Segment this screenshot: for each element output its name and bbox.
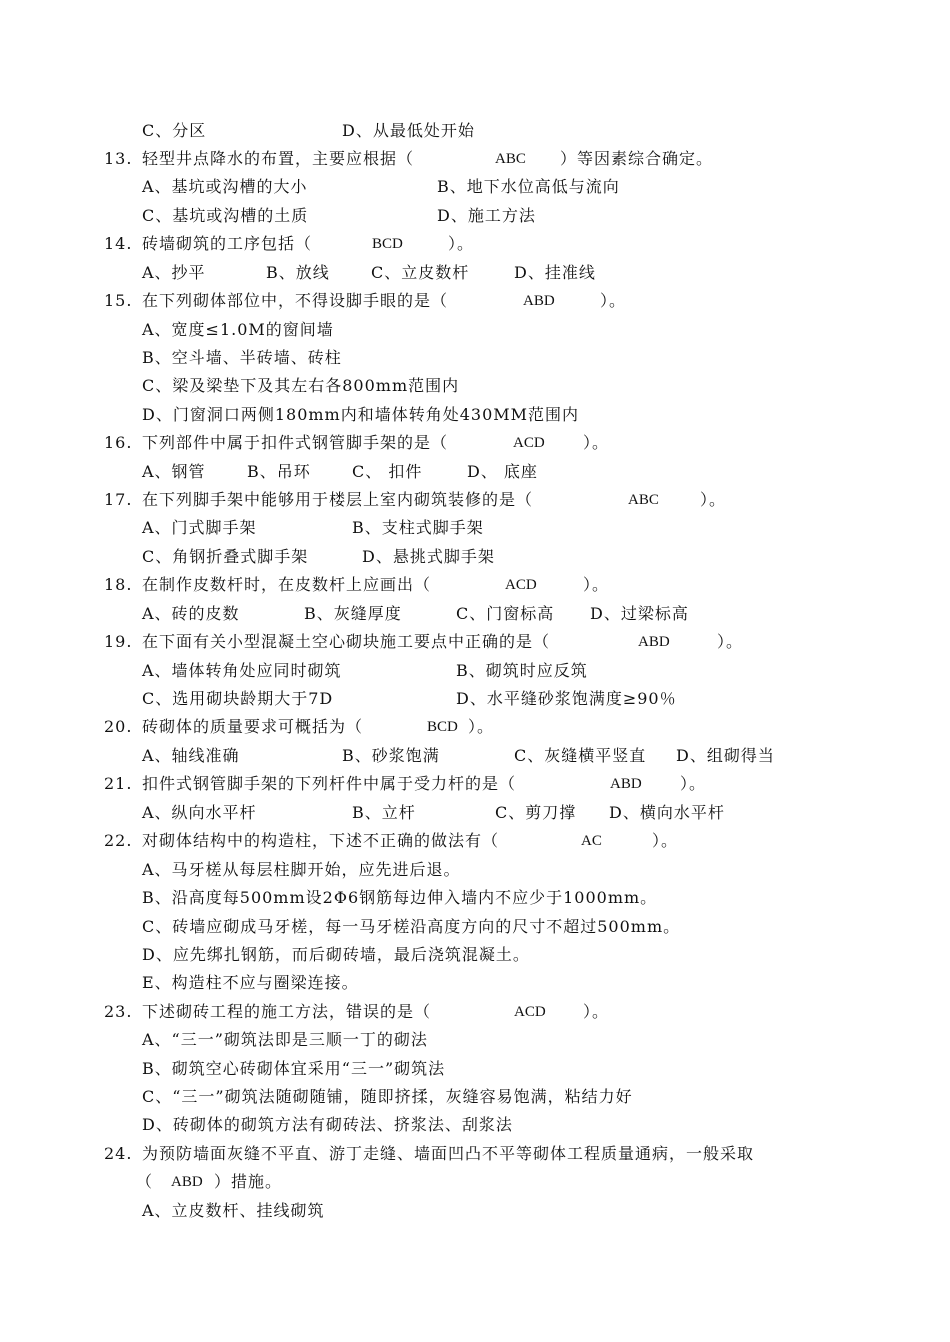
q20-option-b: B、砂浆饱满 (342, 746, 440, 765)
question-tail: ）。 (700, 490, 727, 509)
q15-option-b: B、空斗墙、半砖墙、砖柱 (142, 348, 342, 367)
question-number: 13. (104, 149, 133, 168)
q16-option-b: B、吊环 (247, 462, 311, 481)
question-answer: ABD (610, 776, 642, 792)
q13-option-b: B、地下水位高低与流向 (437, 177, 620, 196)
question-number: 19. (104, 632, 133, 651)
q12-option-c: C、分区 (142, 121, 207, 140)
q18-option-c: C、门窗标高 (456, 604, 555, 623)
question-tail: ）。 (652, 831, 679, 850)
question-stem: 在下列脚手架中能够用于楼层上室内砌筑装修的是（ (142, 490, 534, 509)
q19-option-d: D、水平缝砂浆饱满度≥90％ (456, 689, 677, 708)
q19-option-a: A、墙体转角处应同时砌筑 (142, 661, 342, 680)
question-number: 24. (104, 1144, 133, 1163)
question-tail: ）。 (583, 1002, 610, 1021)
question-number: 16. (104, 433, 133, 452)
q15-option-a: A、宽度≤1.0M的窗间墙 (142, 320, 334, 339)
q17-option-c: C、角钢折叠式脚手架 (142, 547, 309, 566)
q22-option-b: B、沿高度每500mm设2Φ6钢筋每边伸入墙内不应少于1000mm。 (142, 888, 658, 907)
q23-option-d: D、砖砌体的砌筑方法有砌砖法、挤浆法、刮浆法 (142, 1115, 513, 1134)
question-stem: 下列部件中属于扣件式钢管脚手架的是（ (142, 433, 449, 452)
question-tail: ）。 (583, 433, 610, 452)
question-tail: ）。 (717, 632, 744, 651)
question-answer: BCD (372, 236, 403, 252)
question-stem: 在下面有关小型混凝土空心砌块施工要点中正确的是（ (142, 632, 551, 651)
q20-option-d: D、组砌得当 (676, 746, 775, 765)
question-number: 20. (104, 717, 133, 736)
question-tail: ）。 (468, 717, 495, 736)
q17-option-b: B、支柱式脚手架 (352, 518, 484, 537)
q15-option-d: D、门窗洞口两侧180mm内和墙体转角处430MM范围内 (142, 405, 580, 424)
q22-option-e: E、构造柱不应与圈梁连接。 (142, 973, 359, 992)
q14-option-b: B、放线 (266, 263, 330, 282)
q23-option-a: A、“三一”砌筑法即是三顺一丁的砌法 (142, 1030, 428, 1049)
question-answer: ACD (505, 577, 537, 593)
q14-option-c: C、立皮数杆 (371, 263, 470, 282)
q18-option-b: B、灰缝厚度 (304, 604, 402, 623)
q15-option-c: C、梁及梁垫下及其左右各800mm范围内 (142, 376, 460, 395)
question-number: 17. (104, 490, 133, 509)
q13-option-d: D、施工方法 (437, 206, 536, 225)
q21-option-d: D、横向水平杆 (609, 803, 725, 822)
q20-option-c: C、灰缝横平竖直 (514, 746, 647, 765)
question-answer: ACD (513, 435, 545, 451)
q21-option-a: A、纵向水平杆 (142, 803, 257, 822)
q22-option-d: D、应先绑扎钢筋，而后砌砖墙，最后浇筑混凝土。 (142, 945, 530, 964)
q13-option-c: C、基坑或沟槽的土质 (142, 206, 309, 225)
question-number: 23. (104, 1002, 133, 1021)
q18-option-d: D、过梁标高 (590, 604, 689, 623)
question-answer: ABD (523, 293, 555, 309)
q23-option-c: C、“三一”砌筑法随砌随铺，随即挤揉，灰缝容易饱满，粘结力好 (142, 1087, 633, 1106)
q22-option-a: A、马牙槎从每层柱脚开始，应先进后退。 (142, 860, 461, 879)
question-stem: 对砌体结构中的构造柱，下述不正确的做法有（ (142, 831, 500, 850)
question-number: 14. (104, 234, 133, 253)
q19-option-b: B、砌筑时应反筑 (456, 661, 588, 680)
q23-option-b: B、砌筑空心砖砌体宜采用“三一”砌筑法 (142, 1059, 446, 1078)
q16-option-d: D、 底座 (467, 462, 538, 481)
q20-option-a: A、轴线准确 (142, 746, 240, 765)
question-answer: ABC (495, 151, 526, 167)
question-number: 18. (104, 575, 133, 594)
question-answer: ABD (638, 634, 670, 650)
q19-option-c: C、选用砌块龄期大于7D (142, 689, 334, 708)
question-stem: 轻型井点降水的布置，主要应根据（ (142, 149, 415, 168)
q12-option-d: D、从最低处开始 (342, 121, 475, 140)
q18-option-a: A、砖的皮数 (142, 604, 240, 623)
question-answer: ABD (171, 1174, 203, 1190)
question-tail: ）。 (448, 234, 475, 253)
question-number: 15. (104, 291, 133, 310)
q21-option-c: C、剪刀撑 (495, 803, 577, 822)
q22-option-c: C、砖墙应砌成马牙槎，每一马牙槎沿高度方向的尺寸不超过500mm。 (142, 917, 681, 936)
q14-option-a: A、抄平 (142, 263, 206, 282)
q14-option-d: D、挂准线 (514, 263, 596, 282)
question-stem: 为预防墙面灰缝不平直、游丁走缝、墙面凹凸不平等砌体工程质量通病，一般采取 (142, 1144, 755, 1163)
question-number: 21. (104, 774, 133, 793)
question-answer: AC (581, 833, 602, 849)
question-stem: 砖砌体的质量要求可概括为（ (142, 717, 364, 736)
q17-option-d: D、悬挑式脚手架 (362, 547, 495, 566)
question-tail: ）措施。 (214, 1172, 283, 1191)
q24-option-a: A、立皮数杆、挂线砌筑 (142, 1201, 325, 1220)
q21-option-b: B、立杆 (352, 803, 416, 822)
question-number: 22. (104, 831, 133, 850)
question-open-paren: （ (136, 1172, 154, 1191)
q16-option-a: A、钢管 (142, 462, 206, 481)
question-tail: ）等因素综合确定。 (560, 149, 714, 168)
question-answer: ABC (628, 492, 659, 508)
q17-option-a: A、门式脚手架 (142, 518, 257, 537)
question-stem: 砖墙砌筑的工序包括（ (142, 234, 313, 253)
question-tail: ）。 (600, 291, 627, 310)
question-stem: 扣件式钢管脚手架的下列杆件中属于受力杆的是（ (142, 774, 517, 793)
question-stem: 下述砌砖工程的施工方法，错误的是（ (142, 1002, 432, 1021)
question-tail: ）。 (583, 575, 610, 594)
question-answer: ACD (514, 1004, 546, 1020)
question-answer: BCD (427, 719, 458, 735)
q13-option-a: A、基坑或沟槽的大小 (142, 177, 308, 196)
question-tail: ）。 (680, 774, 707, 793)
q16-option-c: C、 扣件 (352, 462, 423, 481)
question-stem: 在下列砌体部位中，不得设脚手眼的是（ (142, 291, 449, 310)
question-stem: 在制作皮数杆时，在皮数杆上应画出（ (142, 575, 432, 594)
